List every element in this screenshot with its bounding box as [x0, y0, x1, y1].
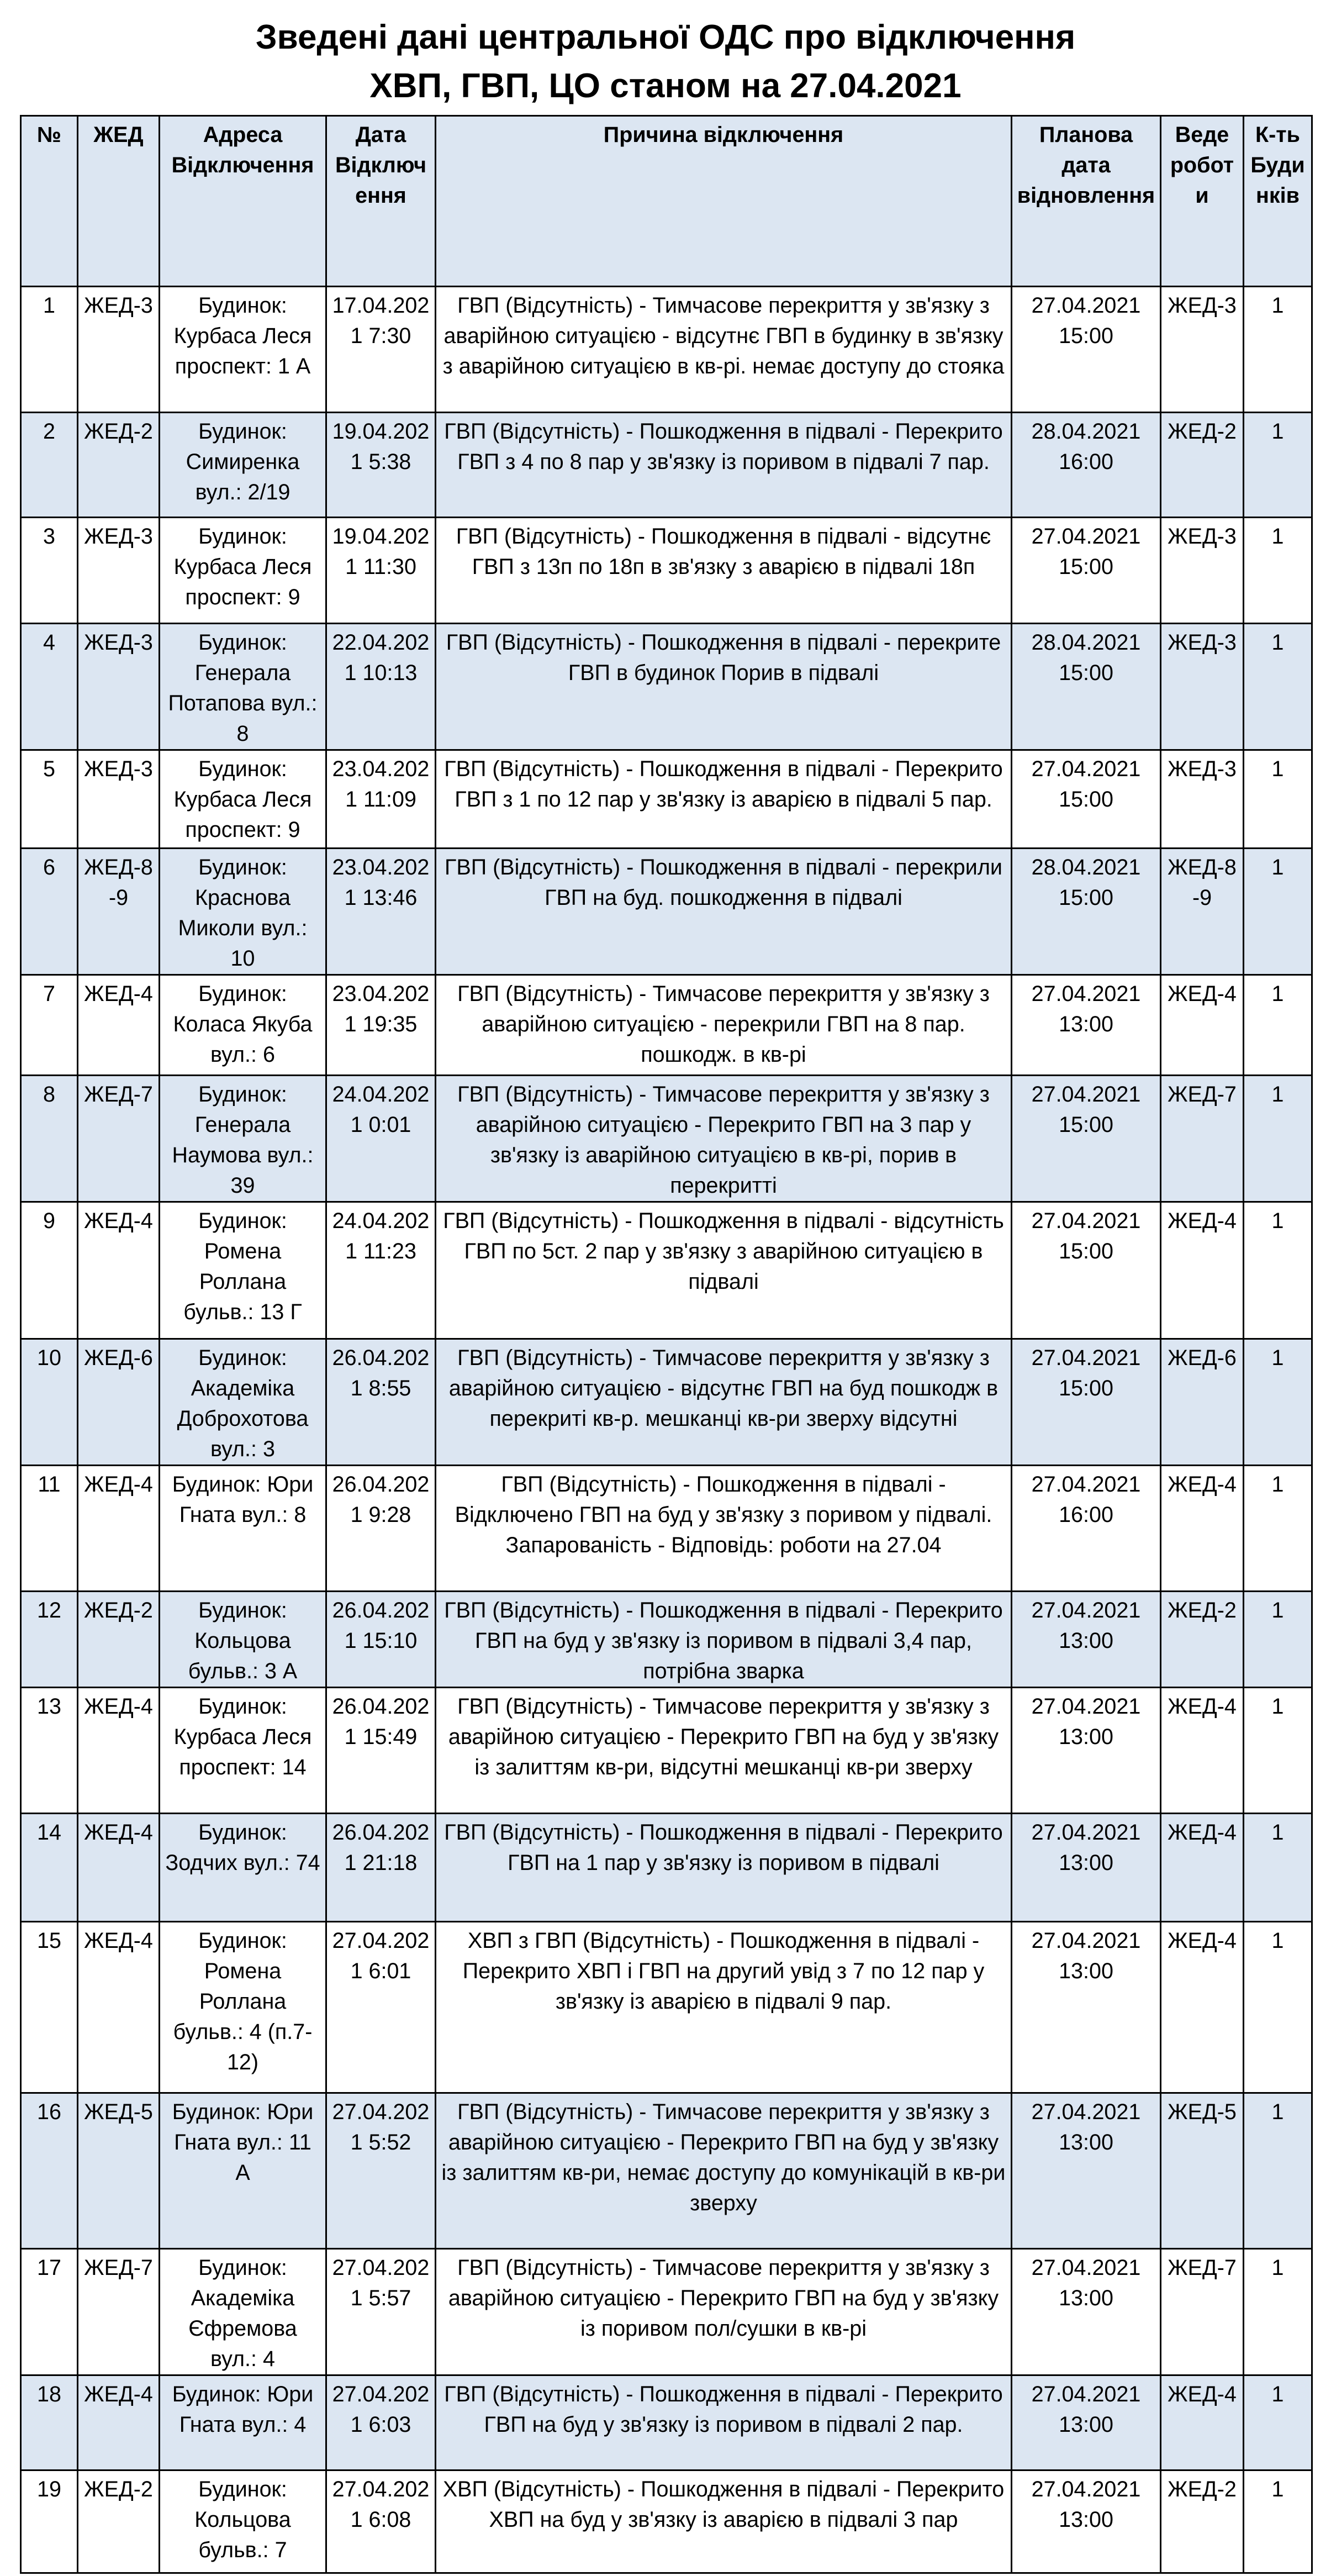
cell-zhed: ЖЕД-2	[78, 1592, 160, 1688]
cell-zhed: ЖЕД-6	[78, 1339, 160, 1466]
cell-building-count: 1	[1244, 1076, 1312, 1202]
cell-outage-date: 27.04.2021 6:01	[326, 1922, 436, 2093]
cell-address: Будинок: Коласа Якуба вул.: 6	[160, 975, 326, 1076]
cell-number: 9	[21, 1202, 78, 1339]
cell-number: 12	[21, 1592, 78, 1688]
cell-performer: ЖЕД-3	[1161, 518, 1244, 624]
cell-planned-restore: 28.04.2021 16:00	[1012, 413, 1161, 518]
cell-address: Будинок: Курбаса Леся проспект: 14	[160, 1688, 326, 1814]
cell-zhed: ЖЕД-4	[78, 1466, 160, 1592]
cell-outage-date: 27.04.2021 5:52	[326, 2093, 436, 2249]
cell-building-count: 1	[1244, 2249, 1312, 2375]
cell-building-count: 1	[1244, 1202, 1312, 1339]
cell-outage-date: 26.04.2021 21:18	[326, 1814, 436, 1922]
cell-zhed: ЖЕД-2	[78, 2470, 160, 2573]
table-row	[21, 287, 1312, 413]
cell-building-count: 1	[1244, 287, 1312, 413]
cell-reason: ГВП (Відсутність) - Тимчасове перекриття у зв'язку з аварійною ситуацією - Перекрито ГВП на буд у зв'язку із залиттям кв-ри, відсутні мешканці кв-ри зверху	[436, 1688, 1012, 1814]
cell-planned-restore: 27.04.2021 15:00	[1012, 1076, 1161, 1202]
cell-performer: ЖЕД-2	[1161, 1592, 1244, 1688]
cell-reason: ГВП (Відсутність) - Тимчасове перекриття у зв'язку з аварійною ситуацією - перекрили ГВП на 8 пар. пошкодж. в кв-рі	[436, 975, 1012, 1076]
cell-address: Будинок: Генерала Потапова вул.: 8	[160, 624, 326, 750]
cell-number: 11	[21, 1466, 78, 1592]
table-row	[21, 624, 1312, 750]
cell-number: 13	[21, 1688, 78, 1814]
header-reason: Причина відключення	[436, 116, 1012, 287]
cell-zhed: ЖЕД-4	[78, 1922, 160, 2093]
cell-planned-restore: 28.04.2021 15:00	[1012, 624, 1161, 750]
cell-outage-date: 19.04.2021 5:38	[326, 413, 436, 518]
cell-address: Будинок: Симиренка вул.: 2/19	[160, 413, 326, 518]
cell-performer: ЖЕД-6	[1161, 1339, 1244, 1466]
cell-reason: ГВП (Відсутність) - Пошкодження в підвалі - Відключено ГВП на буд у зв'язку з поривом у підвалі. Запарованість - Відповідь: роботи на 27.04	[436, 1466, 1012, 1592]
table-row	[21, 1076, 1312, 1202]
cell-performer: ЖЕД-4	[1161, 1202, 1244, 1339]
cell-number: 17	[21, 2249, 78, 2375]
header-address: Адреса Відключення	[160, 116, 326, 287]
cell-outage-date: 23.04.2021 11:09	[326, 750, 436, 849]
table-row	[21, 2249, 1312, 2375]
cell-zhed: ЖЕД-2	[78, 413, 160, 518]
document-title	[0, 13, 1331, 110]
cell-reason: ХВП (Відсутність) - Пошкодження в підвалі - Перекрито ХВП на буд у зв'язку із аварією в підвалі 3 пар	[436, 2470, 1012, 2573]
cell-reason: ГВП (Відсутність) - Пошкодження в підвалі - перекрили ГВП на буд. пошкодження в підвалі	[436, 849, 1012, 975]
cell-zhed: ЖЕД-7	[78, 1076, 160, 1202]
cell-reason: ГВП (Відсутність) - Пошкодження в підвалі - перекрите ГВП в будинок Порив в підвалі	[436, 624, 1012, 750]
header-outage-date: Дата Відключення	[326, 116, 436, 287]
cell-planned-restore: 27.04.2021 15:00	[1012, 1202, 1161, 1339]
outage-table	[20, 115, 1313, 2574]
cell-planned-restore: 27.04.2021 13:00	[1012, 975, 1161, 1076]
cell-performer: ЖЕД-4	[1161, 1466, 1244, 1592]
table-row	[21, 849, 1312, 975]
cell-number: 7	[21, 975, 78, 1076]
cell-reason: ХВП з ГВП (Відсутність) - Пошкодження в підвалі - Перекрито ХВП і ГВП на другий увід з 7 по 12 пар у зв'язку із аварією в підвалі 9 пар.	[436, 1922, 1012, 2093]
header-performer: Веде робот и	[1161, 116, 1244, 287]
cell-building-count: 1	[1244, 1466, 1312, 1592]
cell-address: Будинок: Ромена Роллана бульв.: 13 Г	[160, 1202, 326, 1339]
cell-outage-date: 27.04.2021 6:08	[326, 2470, 436, 2573]
title-line-1: Зведені дані центральної ОДС про відключення	[255, 18, 1076, 56]
cell-zhed: ЖЕД-3	[78, 518, 160, 624]
cell-number: 18	[21, 2375, 78, 2470]
cell-planned-restore: 27.04.2021 15:00	[1012, 287, 1161, 413]
table-row	[21, 2093, 1312, 2249]
cell-outage-date: 22.04.2021 10:13	[326, 624, 436, 750]
cell-performer: ЖЕД-3	[1161, 750, 1244, 849]
cell-planned-restore: 27.04.2021 16:00	[1012, 1466, 1161, 1592]
cell-outage-date: 26.04.2021 8:55	[326, 1339, 436, 1466]
cell-reason: ГВП (Відсутність) - Пошкодження в підвалі - Перекрито ГВП з 1 по 12 пар у зв'язку із аварією в підвалі 5 пар.	[436, 750, 1012, 849]
cell-zhed: ЖЕД-4	[78, 975, 160, 1076]
cell-number: 19	[21, 2470, 78, 2573]
cell-address: Будинок: Юри Гната вул.: 11 А	[160, 2093, 326, 2249]
cell-zhed: ЖЕД-4	[78, 2375, 160, 2470]
cell-outage-date: 23.04.2021 13:46	[326, 849, 436, 975]
cell-address: Будинок: Курбаса Леся проспект: 9	[160, 750, 326, 849]
cell-performer: ЖЕД-4	[1161, 2375, 1244, 2470]
cell-outage-date: 19.04.2021 11:30	[326, 518, 436, 624]
cell-address: Будинок: Академіка Єфремова вул.: 4	[160, 2249, 326, 2375]
table-row	[21, 1922, 1312, 2093]
table-row	[21, 1202, 1312, 1339]
cell-reason: ГВП (Відсутність) - Пошкодження в підвалі - відсутнє ГВП з 13п по 18п в зв'язку з аварією в підвалі 18п	[436, 518, 1012, 624]
cell-building-count: 1	[1244, 750, 1312, 849]
cell-performer: ЖЕД-5	[1161, 2093, 1244, 2249]
cell-planned-restore: 27.04.2021 15:00	[1012, 1339, 1161, 1466]
table-row	[21, 2375, 1312, 2470]
cell-building-count: 1	[1244, 1922, 1312, 2093]
cell-building-count: 1	[1244, 1814, 1312, 1922]
cell-outage-date: 24.04.2021 0:01	[326, 1076, 436, 1202]
cell-planned-restore: 27.04.2021 13:00	[1012, 2249, 1161, 2375]
cell-performer: ЖЕД-4	[1161, 1814, 1244, 1922]
cell-planned-restore: 27.04.2021 15:00	[1012, 750, 1161, 849]
cell-outage-date: 23.04.2021 19:35	[326, 975, 436, 1076]
cell-planned-restore: 27.04.2021 13:00	[1012, 1814, 1161, 1922]
cell-reason: ГВП (Відсутність) - Тимчасове перекриття у зв'язку з аварійною ситуацією - Перекрито ГВП на 3 пар у зв'язку із аварійною ситуацією в кв-рі, порив в перекритті	[436, 1076, 1012, 1202]
cell-address: Будинок: Зодчих вул.: 74	[160, 1814, 326, 1922]
table-row	[21, 1466, 1312, 1592]
cell-address: Будинок: Академіка Доброхотова вул.: 3	[160, 1339, 326, 1466]
cell-building-count: 1	[1244, 1339, 1312, 1466]
cell-reason: ГВП (Відсутність) - Тимчасове перекриття у зв'язку з аварійною ситуацією - Перекрито ГВП на буд у зв'язку із залиттям кв-ри, немає доступу до комунікацій в кв-ри зверху	[436, 2093, 1012, 2249]
cell-performer: ЖЕД-8-9	[1161, 849, 1244, 975]
header-number: №	[21, 116, 78, 287]
cell-address: Будинок: Кольцова бульв.: 7	[160, 2470, 326, 2573]
cell-zhed: ЖЕД-4	[78, 1688, 160, 1814]
cell-building-count: 1	[1244, 624, 1312, 750]
header-zhed: ЖЕД	[78, 116, 160, 287]
cell-reason: ГВП (Відсутність) - Пошкодження в підвалі - відсутність ГВП по 5ст. 2 пар у зв'язку з аварійною ситуацією в підвалі	[436, 1202, 1012, 1339]
cell-reason: ГВП (Відсутність) - Тимчасове перекриття у зв'язку з аварійною ситуацією - відсутнє ГВП на буд пошкодж в перекриті кв-р. мешканці кв-ри зверху відсутні	[436, 1339, 1012, 1466]
cell-building-count: 1	[1244, 413, 1312, 518]
cell-planned-restore: 27.04.2021 13:00	[1012, 1592, 1161, 1688]
cell-reason: ГВП (Відсутність) - Тимчасове перекриття у зв'язку з аварійною ситуацією - відсутнє ГВП в будинку в зв'язку з аварійною ситуацією в кв-рі. немає доступу до стояка	[436, 287, 1012, 413]
title-line-2: ХВП, ГВП, ЦО станом на 27.04.2021	[369, 67, 962, 105]
cell-building-count: 1	[1244, 2470, 1312, 2573]
cell-building-count: 1	[1244, 518, 1312, 624]
cell-outage-date: 24.04.2021 11:23	[326, 1202, 436, 1339]
cell-zhed: ЖЕД-8-9	[78, 849, 160, 975]
cell-planned-restore: 27.04.2021 13:00	[1012, 2093, 1161, 2249]
cell-address: Будинок: Краснова Миколи вул.: 10	[160, 849, 326, 975]
cell-outage-date: 27.04.2021 6:03	[326, 2375, 436, 2470]
cell-number: 6	[21, 849, 78, 975]
cell-zhed: ЖЕД-4	[78, 1202, 160, 1339]
cell-number: 5	[21, 750, 78, 849]
cell-zhed: ЖЕД-3	[78, 624, 160, 750]
cell-zhed: ЖЕД-7	[78, 2249, 160, 2375]
cell-zhed: ЖЕД-3	[78, 287, 160, 413]
cell-performer: ЖЕД-4	[1161, 1688, 1244, 1814]
table-row	[21, 1592, 1312, 1688]
cell-performer: ЖЕД-4	[1161, 1922, 1244, 2093]
cell-zhed: ЖЕД-4	[78, 1814, 160, 1922]
table-row	[21, 1339, 1312, 1466]
cell-zhed: ЖЕД-5	[78, 2093, 160, 2249]
table-row	[21, 975, 1312, 1076]
cell-performer: ЖЕД-4	[1161, 975, 1244, 1076]
cell-reason: ГВП (Відсутність) - Пошкодження в підвалі - Перекрито ГВП на буд у зв'язку із поривом в підвалі 2 пар.	[436, 2375, 1012, 2470]
cell-number: 10	[21, 1339, 78, 1466]
cell-building-count: 1	[1244, 1592, 1312, 1688]
cell-building-count: 1	[1244, 849, 1312, 975]
cell-planned-restore: 27.04.2021 13:00	[1012, 1688, 1161, 1814]
cell-address: Будинок: Юри Гната вул.: 4	[160, 2375, 326, 2470]
cell-outage-date: 26.04.2021 15:10	[326, 1592, 436, 1688]
table-row	[21, 750, 1312, 849]
cell-building-count: 1	[1244, 975, 1312, 1076]
cell-reason: ГВП (Відсутність) - Пошкодження в підвалі - Перекрито ГВП з 4 по 8 пар у зв'язку із поривом в підвалі 7 пар.	[436, 413, 1012, 518]
table-row	[21, 1688, 1312, 1814]
cell-number: 4	[21, 624, 78, 750]
cell-number: 8	[21, 1076, 78, 1202]
cell-building-count: 1	[1244, 2375, 1312, 2470]
cell-address: Будинок: Генерала Наумова вул.: 39	[160, 1076, 326, 1202]
cell-planned-restore: 27.04.2021 13:00	[1012, 1922, 1161, 2093]
cell-number: 3	[21, 518, 78, 624]
cell-address: Будинок: Курбаса Леся проспект: 9	[160, 518, 326, 624]
cell-planned-restore: 27.04.2021 13:00	[1012, 2470, 1161, 2573]
cell-reason: ГВП (Відсутність) - Пошкодження в підвалі - Перекрито ГВП на буд у зв'язку із поривом в підвалі 3,4 пар, потрібна зварка	[436, 1592, 1012, 1688]
cell-number: 16	[21, 2093, 78, 2249]
cell-address: Будинок: Курбаса Леся проспект: 1 А	[160, 287, 326, 413]
cell-performer: ЖЕД-7	[1161, 1076, 1244, 1202]
cell-building-count: 1	[1244, 2093, 1312, 2249]
table-row	[21, 413, 1312, 518]
cell-number: 15	[21, 1922, 78, 2093]
cell-address: Будинок: Ромена Роллана бульв.: 4 (п.7-12)	[160, 1922, 326, 2093]
cell-outage-date: 26.04.2021 15:49	[326, 1688, 436, 1814]
cell-reason: ГВП (Відсутність) - Тимчасове перекриття у зв'язку з аварійною ситуацією - Перекрито ГВП на буд у зв'язку із поривом пол/сушки в кв-рі	[436, 2249, 1012, 2375]
cell-number: 14	[21, 1814, 78, 1922]
cell-number: 1	[21, 287, 78, 413]
cell-outage-date: 27.04.2021 5:57	[326, 2249, 436, 2375]
cell-address: Будинок: Юри Гната вул.: 8	[160, 1466, 326, 1592]
cell-reason: ГВП (Відсутність) - Пошкодження в підвалі - Перекрито ГВП на 1 пар у зв'язку із поривом в підвалі	[436, 1814, 1012, 1922]
header-planned-restore: Планова дата відновлення	[1012, 116, 1161, 287]
cell-planned-restore: 27.04.2021 15:00	[1012, 518, 1161, 624]
cell-performer: ЖЕД-2	[1161, 413, 1244, 518]
cell-zhed: ЖЕД-3	[78, 750, 160, 849]
table-row	[21, 518, 1312, 624]
cell-address: Будинок: Кольцова бульв.: 3 А	[160, 1592, 326, 1688]
cell-planned-restore: 27.04.2021 13:00	[1012, 2375, 1161, 2470]
header-row	[21, 116, 1312, 287]
cell-building-count: 1	[1244, 1688, 1312, 1814]
cell-performer: ЖЕД-2	[1161, 2470, 1244, 2573]
cell-performer: ЖЕД-7	[1161, 2249, 1244, 2375]
header-building-count: К-ть Будинків	[1244, 116, 1312, 287]
cell-performer: ЖЕД-3	[1161, 287, 1244, 413]
cell-outage-date: 17.04.2021 7:30	[326, 287, 436, 413]
cell-number: 2	[21, 413, 78, 518]
cell-performer: ЖЕД-3	[1161, 624, 1244, 750]
table-row	[21, 2470, 1312, 2573]
cell-planned-restore: 28.04.2021 15:00	[1012, 849, 1161, 975]
cell-outage-date: 26.04.2021 9:28	[326, 1466, 436, 1592]
table-row	[21, 1814, 1312, 1922]
